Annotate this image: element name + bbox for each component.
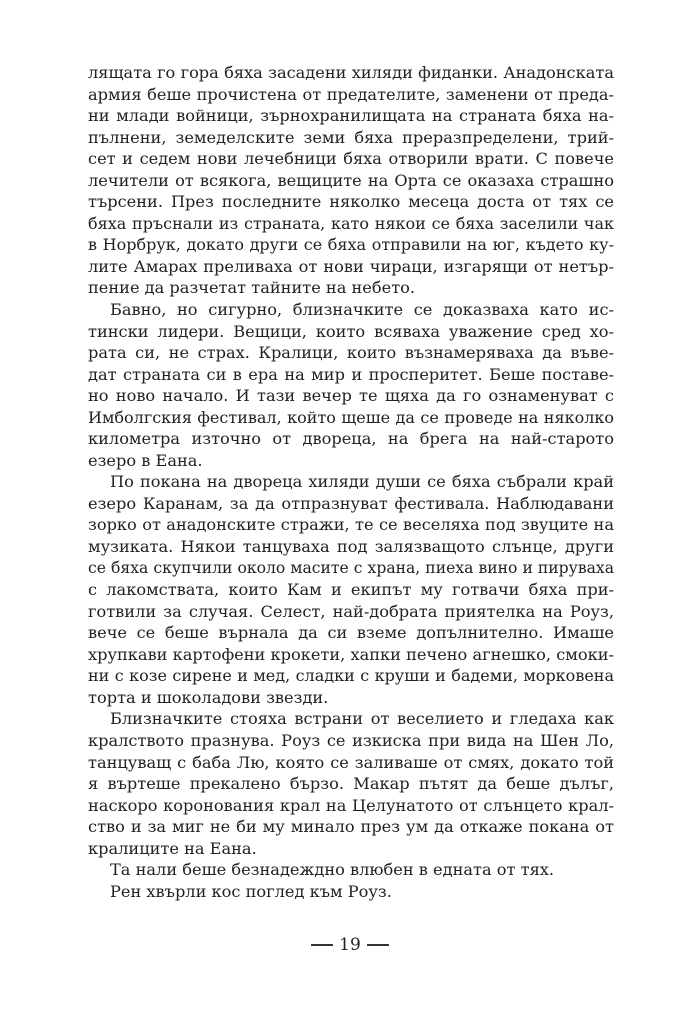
text-line: но ново начало. И тази вечер те щяха да го ознаменуват с [88,386,614,406]
text-line: пълнени, земеделските земи бяха преразпределени, трий- [88,127,614,147]
text-line: зорко от анадонските стражи, те се веселяха под звуците на [88,515,614,535]
text-line: ни млади войници, зърнохранилищата на страната бяха на- [88,106,614,126]
text-line: дат страната си в ера на мир и просперитет. Беше поставе- [88,364,614,384]
text-line: хрупкави картофени крокети, хапки печено агнешко, смоки- [88,644,614,664]
text-line: в Норбрук, докато други се бяха отправили на юг, където ку- [88,235,614,255]
text-line: търсени. През последните няколко месеца доста от тях се [88,192,614,212]
text-line: армия беше прочистена от предателите, заменени от преда- [88,84,614,104]
text-line: тински лидери. Вещици, които всяваха уважение сред хо- [88,321,614,341]
text-line: езеро Каранам, за да отпразнуват фестивала. Наблюдавани [88,493,614,513]
text-line: Имболгския фестивал, който щеше да се проведе на няколко [88,407,614,427]
text-line: рата си, не страх. Кралици, които възнамеряваха да въве- [88,343,614,363]
text-line: лечители от всякога, вещиците на Орта се оказаха страшно [88,170,614,190]
text-line: кралиците на Еана. [88,838,257,858]
text-line: пение да разчетат тайните на небето. [88,278,416,298]
paragraph-2 [88,299,614,471]
text-line: ни с козе сирене и мед, сладки с круши и бадеми, морковена [88,666,614,686]
text-line: ство и за миг не би му минало през ум да откаже покана от [88,817,614,837]
text-line: лящата го гора бяха засадени хиляди фиданки. Анадонската [88,63,614,82]
text-line: вече се беше върнала да си вземе допълнително. Имаше [88,623,614,643]
text-line: с лакомствата, които Кам и екипът му готвачи бяха при- [88,580,614,600]
text-line: сет и седем нови лечебници бяха отворили врати. С повече [88,149,614,169]
text-line: Близначките стояха встрани от веселието и гледаха как [110,709,614,729]
folio-right-dash [367,944,389,946]
paragraph-6 [88,881,614,903]
text-line: лите Амарах преливаха от нови чираци, изгарящи от нетър- [88,256,614,276]
text-line: торта и шоколадови звезди. [88,687,329,707]
text-line: музиката. Някои танцуваха под залязващото слънце, други [88,537,614,557]
text-line: езеро в Еана. [88,450,203,470]
text-line: бяха пръснали из страната, като някои се бяха заселили чак [88,213,614,233]
text-line: танцуващ с баба Лю, която се заливаше от смях, докато той [88,752,614,772]
text-line: Бавно, но сигурно, близначките се доказваха като ис- [110,300,614,320]
paragraph-5 [88,859,614,881]
text-line: наскоро коронования крал на Целунатото от слънцето крал- [88,795,614,815]
page-number: 19 [339,935,361,955]
text-line: я въртеше прекалено бързо. Макар пътят да беше дълъг, [88,774,614,794]
page-number-footer [0,934,700,956]
page-body [88,62,614,902]
text-line: готвили за случая. Селест, най-добрата приятелка на Роуз, [88,601,614,621]
paragraph-1 [88,62,614,299]
text-line: километра източно от двореца, на брега на най-старото [88,429,614,449]
text-line: По покана на двореца хиляди души се бяха събрали край [110,472,614,492]
text-line: Рен хвърли кос поглед към Роуз. [110,881,392,901]
paragraph-4 [88,708,614,859]
folio-left-dash [311,944,333,946]
text-line: Та нали беше безнадеждно влюбен в едната от тях. [110,860,555,880]
text-line: се бяха скупчили около масите с храна, пиеха вино и пируваха [88,558,614,577]
text-line: кралството празнува. Роуз се изкиска при вида на Шен Ло, [88,730,614,750]
paragraph-3 [88,471,614,708]
